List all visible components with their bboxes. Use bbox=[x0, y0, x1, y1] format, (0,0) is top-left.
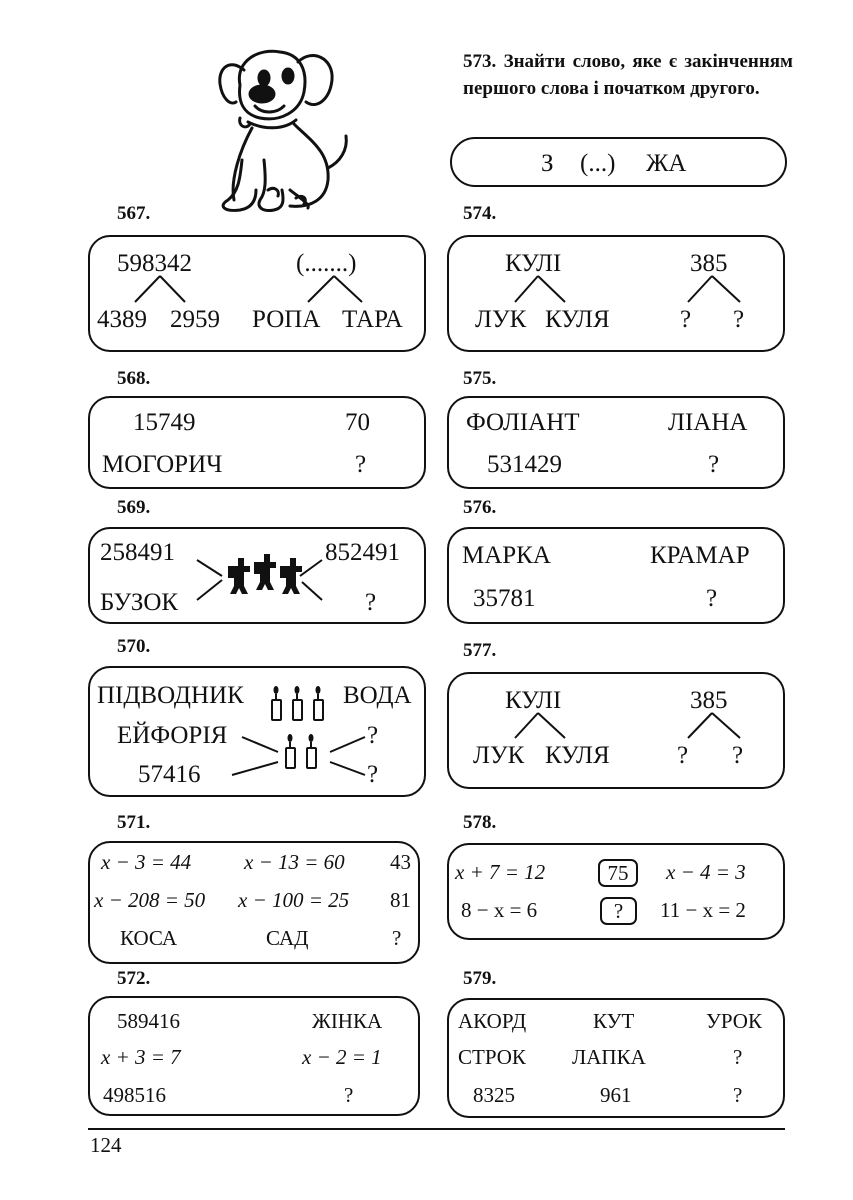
task-578-r2c2: ? bbox=[600, 897, 637, 925]
task-573-text: 573. Знайти слово, яке є закінченням першого слова і початком другого. bbox=[463, 51, 793, 99]
task-578-number: 578. bbox=[463, 812, 497, 833]
task-576-c: 35781 bbox=[473, 585, 536, 612]
task-574-number: 574. bbox=[463, 203, 497, 224]
task-575-number: 575. bbox=[463, 368, 497, 389]
task-578-r2c1: 8 − x = 6 bbox=[461, 898, 538, 922]
task-579-r3c1: 8325 bbox=[473, 1083, 515, 1107]
task-578-r1c1: x + 7 = 12 bbox=[455, 860, 546, 884]
task-569-a: 258491 bbox=[100, 539, 175, 566]
task-574-b-left: ? bbox=[680, 306, 692, 333]
task-567-a-left: 4389 bbox=[97, 306, 147, 333]
task-570-c: ЕЙФОРІЯ bbox=[117, 722, 228, 749]
task-571-r1c2: x − 13 = 60 bbox=[244, 850, 345, 874]
task-567-number: 567. bbox=[117, 203, 151, 224]
task-573-middle: (...) bbox=[580, 150, 616, 177]
task-570-e: 57416 bbox=[138, 761, 201, 788]
task-568-d: ? bbox=[355, 451, 367, 478]
task-571-r3c2: САД bbox=[266, 926, 309, 950]
footer-rule bbox=[88, 1128, 785, 1130]
task-569-d: ? bbox=[365, 589, 377, 616]
task-568-number: 568. bbox=[117, 368, 151, 389]
task-572-r1c1: 589416 bbox=[117, 1009, 180, 1033]
task-571-r2c3: 81 bbox=[390, 888, 411, 912]
task-575-d: ? bbox=[708, 451, 720, 478]
task-575-c: 531429 bbox=[487, 451, 562, 478]
task-572-r2c2: x − 2 = 1 bbox=[302, 1045, 382, 1069]
task-578-r1c2: 75 bbox=[598, 859, 638, 887]
task-571-r2c2: x − 100 = 25 bbox=[238, 888, 350, 912]
task-572-r3c1: 498516 bbox=[103, 1083, 166, 1107]
task-571-r3c3: ? bbox=[392, 926, 402, 950]
task-574-a-top: КУЛІ bbox=[505, 250, 562, 277]
task-577-a-top: КУЛІ bbox=[505, 687, 562, 714]
task-574-a-right: КУЛЯ bbox=[545, 306, 610, 333]
task-567-b-top: (.......) bbox=[296, 250, 357, 277]
task-567-b-left: РОПА bbox=[252, 306, 321, 333]
task-578-box bbox=[447, 843, 785, 940]
task-571-r1c3: 43 bbox=[390, 850, 411, 874]
task-568-a: 15749 bbox=[133, 409, 196, 436]
task-575-b: ЛІАНА bbox=[668, 409, 748, 436]
task-577-b-right: ? bbox=[732, 742, 744, 769]
task-570-a: ПІДВОДНИК bbox=[97, 682, 244, 709]
task-577-a-left: ЛУК bbox=[473, 742, 525, 769]
task-579-number: 579. bbox=[463, 968, 497, 989]
task-578-r1c3: x − 4 = 3 bbox=[666, 860, 746, 884]
task-577-b-left: ? bbox=[677, 742, 689, 769]
task-579-r3c3: ? bbox=[733, 1083, 743, 1107]
task-568-c: МОГОРИЧ bbox=[102, 451, 223, 478]
task-577-a-right: КУЛЯ bbox=[545, 742, 610, 769]
task-578-r2c3: 11 − x = 2 bbox=[660, 898, 746, 922]
task-579-r2c2: ЛАПКА bbox=[572, 1045, 646, 1069]
task-571-number: 571. bbox=[117, 812, 151, 833]
task-570-b: ВОДА bbox=[343, 682, 412, 709]
task-568-b: 70 bbox=[345, 409, 370, 436]
task-570-d: ? bbox=[367, 722, 379, 749]
task-573-right: ЖА bbox=[646, 150, 687, 177]
task-577-number: 577. bbox=[463, 640, 497, 661]
task-575-a: ФОЛІАНТ bbox=[466, 409, 580, 436]
task-576-b: КРАМАР bbox=[650, 542, 750, 569]
task-569-c: БУЗОК bbox=[100, 589, 179, 616]
task-571-r1c1: x − 3 = 44 bbox=[101, 850, 192, 874]
task-567-a-top: 598342 bbox=[117, 250, 192, 277]
task-569-number: 569. bbox=[117, 497, 151, 518]
task-572-r3c2: ? bbox=[344, 1083, 354, 1107]
task-571-r2c1: x − 208 = 50 bbox=[94, 888, 206, 912]
task-567-b-right: ТАРА bbox=[342, 306, 403, 333]
task-570-f: ? bbox=[367, 761, 379, 788]
page-number: 124 bbox=[90, 1133, 122, 1157]
task-576-d: ? bbox=[706, 585, 718, 612]
task-574-b-top: 385 bbox=[690, 250, 728, 277]
task-579-r1c3: УРОК bbox=[706, 1009, 762, 1033]
task-567-a-right: 2959 bbox=[170, 306, 220, 333]
task-570-number: 570. bbox=[117, 636, 151, 657]
task-572-number: 572. bbox=[117, 968, 151, 989]
task-576-number: 576. bbox=[463, 497, 497, 518]
task-579-r1c2: КУТ bbox=[593, 1009, 635, 1033]
task-577-b-top: 385 bbox=[690, 687, 728, 714]
task-571-r3c1: КОСА bbox=[120, 926, 178, 950]
task-574-a-left: ЛУК bbox=[475, 306, 527, 333]
task-579-r2c1: СТРОК bbox=[458, 1045, 526, 1069]
task-579-r3c2: 961 bbox=[600, 1083, 632, 1107]
task-569-b: 852491 bbox=[325, 539, 400, 566]
task-572-r1c2: ЖІНКА bbox=[312, 1009, 383, 1033]
task-576-a: МАРКА bbox=[462, 542, 551, 569]
task-573-left: З bbox=[541, 150, 554, 177]
task-579-r1c1: АКОРД bbox=[458, 1009, 527, 1033]
task-579-r2c3: ? bbox=[733, 1045, 743, 1069]
task-574-b-right: ? bbox=[733, 306, 745, 333]
task-572-r2c1: x + 3 = 7 bbox=[101, 1045, 181, 1069]
